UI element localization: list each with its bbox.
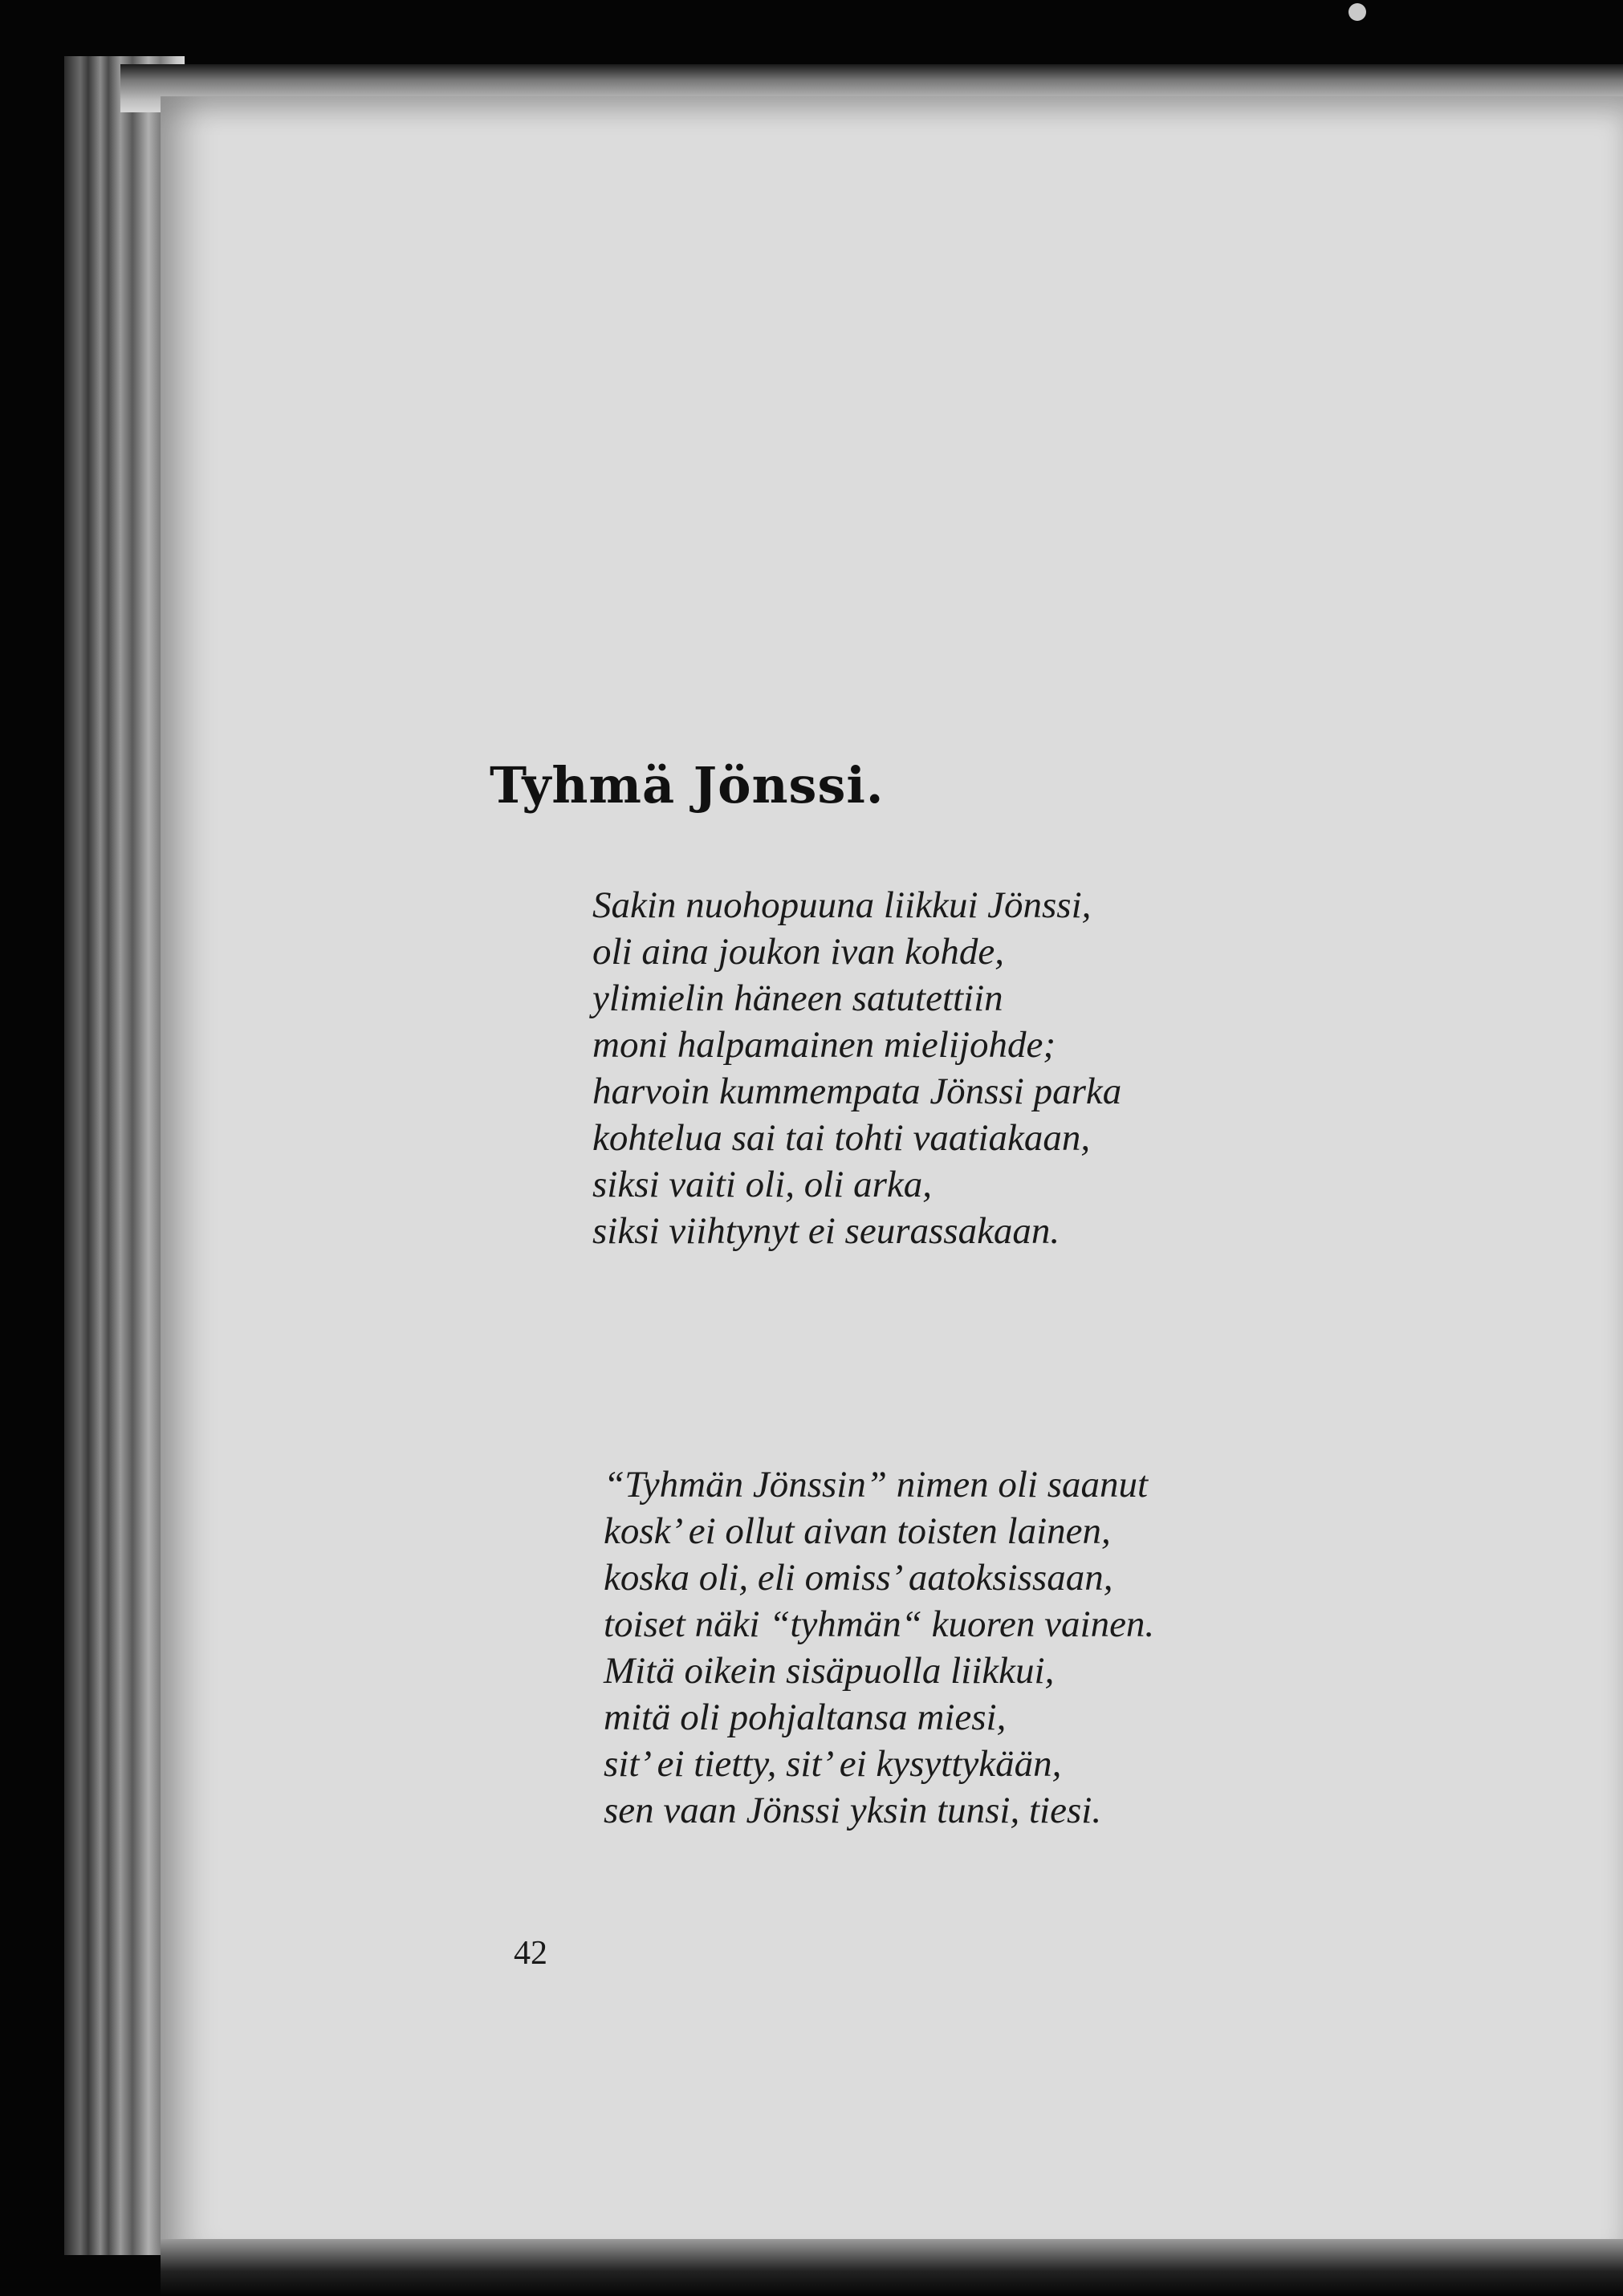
verse-line: mitä oli pohjaltansa miesi, (604, 1697, 1007, 1738)
verse-line: sen vaan Jönssi yksin tunsi, tiesi. (604, 1790, 1102, 1831)
verse-line: ylimielin häneen satutettiin (592, 977, 1003, 1019)
verse-line: “Tyhmän Jönssin” nimen oli saanut (604, 1464, 1149, 1506)
verse-line: sit’ ei tietty, sit’ ei kysyttykään, (604, 1743, 1062, 1785)
verse-line: siksi vaiti oli, oli arka, (592, 1164, 932, 1205)
verse-line: kosk’ ei ollut aivan toisten lainen, (604, 1510, 1111, 1552)
verse-line: moni halpamainen mielijohde; (592, 1024, 1056, 1066)
verse-line: koska oli, eli omiss’ aatoksissaan, (604, 1557, 1113, 1599)
stanza-2 (604, 1461, 1154, 1834)
verse-line: oli aina joukon ivan kohde, (592, 931, 1004, 973)
stanza-1 (592, 882, 1121, 1254)
verse-line: Mitä oikein sisäpuolla liikkui, (604, 1650, 1055, 1692)
verse-line: kohtelua sai tai tohti vaatiakaan, (592, 1117, 1091, 1159)
scan-speck (1348, 3, 1366, 21)
poem-title: Tyhmä Jönssi. (490, 755, 885, 815)
verse-line: harvoin kummempata Jönssi parka (592, 1071, 1122, 1112)
verse-line: toiset näki “tyhmän“ kuoren vainen. (604, 1603, 1155, 1645)
page-number: 42 (514, 1935, 547, 1972)
verse-line: Sakin nuohopuuna liikkui Jönssi, (592, 884, 1092, 926)
verse-line: siksi viihtynyt ei seurassakaan. (592, 1210, 1060, 1252)
page-bottom-shadow (161, 2239, 1623, 2296)
